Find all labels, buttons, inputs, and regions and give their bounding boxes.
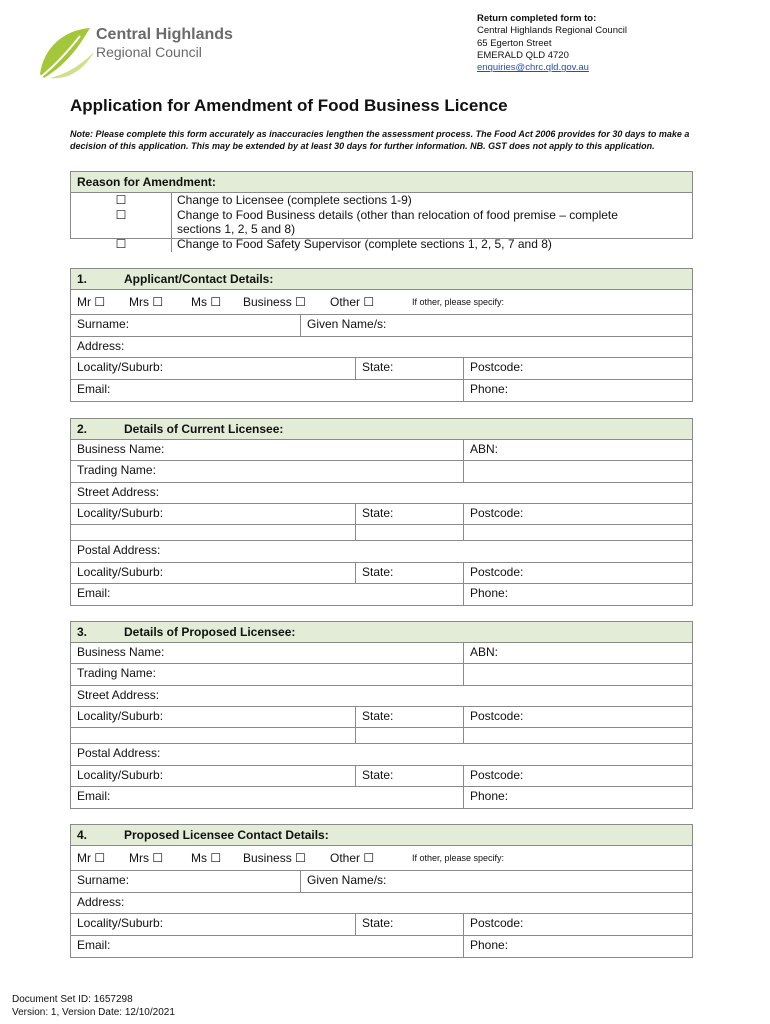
section-title: Details of Current Licensee: <box>124 422 284 436</box>
title-mr-label: Mr <box>77 295 91 309</box>
postal-postcode-field[interactable]: Postcode: <box>463 563 692 583</box>
section-number: 3. <box>77 625 88 639</box>
given-names-field[interactable]: Given Name/s: <box>300 871 692 892</box>
title-ms-label: Ms <box>191 851 207 865</box>
locality-field[interactable]: Locality/Suburb: <box>77 916 164 930</box>
trading-name-field[interactable]: Trading Name: <box>77 463 156 477</box>
title-mrs-label: Mrs <box>129 295 149 309</box>
reason-checkbox-supervisor[interactable]: ☐ <box>115 237 127 251</box>
postcode-field[interactable]: Postcode: <box>463 914 692 935</box>
document-footer <box>12 993 175 1019</box>
other-specify-label: If other, please specify: <box>412 853 505 863</box>
title-business-checkbox[interactable]: ☐ <box>295 295 306 309</box>
reason-option-business: Change to Food Business details (other than relocation of food premise – complete <box>177 208 618 222</box>
email-field[interactable]: Email: <box>77 938 111 952</box>
section-1-applicant <box>70 268 693 402</box>
section-4-proposed-contact <box>70 824 693 958</box>
section-title: Proposed Licensee Contact Details: <box>124 828 329 842</box>
title-mr-label: Mr <box>77 851 91 865</box>
other-specify-label: If other, please specify: <box>412 297 505 307</box>
email-field[interactable]: Email: <box>77 789 111 803</box>
surname-field[interactable]: Surname: <box>77 317 130 331</box>
reason-section <box>70 171 693 251</box>
postal-locality-field[interactable]: Locality/Suburb: <box>77 565 164 579</box>
logo-subname: Regional Council <box>96 44 202 60</box>
reason-option-business-cont: sections 1, 2, 5 and 8) <box>177 222 296 236</box>
reason-checkbox-business[interactable]: ☐ <box>115 208 127 222</box>
section-number: 4. <box>77 828 88 842</box>
council-logo <box>36 22 256 82</box>
logo-leaf-icon <box>36 22 96 82</box>
state-field[interactable]: State: <box>355 707 463 727</box>
section-number: 1. <box>77 272 88 286</box>
locality-field[interactable]: Locality/Suburb: <box>77 506 164 520</box>
reason-header <box>71 172 692 193</box>
trading-name-field[interactable]: Trading Name: <box>77 666 156 680</box>
return-line: EMERALD QLD 4720 <box>477 49 569 61</box>
address-field[interactable]: Address: <box>77 895 125 909</box>
section-number: 2. <box>77 422 88 436</box>
title-ms-checkbox[interactable]: ☐ <box>210 851 222 865</box>
title-business-label: Business <box>243 295 292 309</box>
return-address-block <box>477 13 627 74</box>
return-heading: Return completed form to: <box>477 13 597 24</box>
logo-name: Central Highlands <box>96 26 233 43</box>
postcode-field[interactable]: Postcode: <box>463 707 692 727</box>
title-other-checkbox[interactable]: ☐ <box>363 851 375 865</box>
title-business-label: Business <box>243 851 292 865</box>
reason-option-licensee: Change to Licensee (complete sections 1-9) <box>177 193 412 207</box>
abn-field[interactable]: ABN: <box>463 440 692 460</box>
section-2-current-licensee <box>70 418 693 606</box>
surname-field[interactable]: Surname: <box>77 873 130 887</box>
address-field[interactable]: Address: <box>77 339 125 353</box>
postal-postcode-field[interactable]: Postcode: <box>463 766 692 786</box>
postal-address-field[interactable]: Postal Address: <box>77 746 161 760</box>
version-info: Version: 1, Version Date: 12/10/2021 <box>12 1007 175 1018</box>
reason-header-label: Reason for Amendment: <box>77 175 216 189</box>
postcode-field[interactable]: Postcode: <box>463 504 692 524</box>
form-title: Application for Amendment of Food Business Licence <box>70 96 508 115</box>
form-note: Note: Please complete this form accurately as inaccuracies lengthen the assessment process. The Food Act 2006 provides for 30 days to make a decision of this application. This may be extended by at least 30 days for further information. NB. GST does not apply to this application. <box>70 129 690 152</box>
postal-state-field[interactable]: State: <box>355 563 463 583</box>
postal-address-field[interactable]: Postal Address: <box>77 543 161 557</box>
return-line: 65 Egerton Street <box>477 37 552 49</box>
title-mrs-checkbox[interactable]: ☐ <box>152 295 164 309</box>
abn-field[interactable]: ABN: <box>463 643 692 663</box>
phone-field[interactable]: Phone: <box>463 787 692 808</box>
section-header <box>71 825 692 846</box>
title-mr-checkbox[interactable]: ☐ <box>94 851 106 865</box>
title-mrs-checkbox[interactable]: ☐ <box>152 851 164 865</box>
email-field[interactable]: Email: <box>77 382 111 396</box>
section-title: Applicant/Contact Details: <box>124 272 274 286</box>
postal-locality-field[interactable]: Locality/Suburb: <box>77 768 164 782</box>
postal-state-field[interactable]: State: <box>355 766 463 786</box>
phone-field[interactable]: Phone: <box>463 584 692 605</box>
title-ms-checkbox[interactable]: ☐ <box>210 295 222 309</box>
section-3-proposed-licensee <box>70 621 693 809</box>
return-email-link[interactable]: enquiries@chrc.qld.gov.au <box>477 62 589 74</box>
street-address-field[interactable]: Street Address: <box>77 485 160 499</box>
section-header <box>71 269 692 290</box>
postcode-field[interactable]: Postcode: <box>463 358 692 379</box>
given-names-field[interactable]: Given Name/s: <box>300 315 692 336</box>
business-name-field[interactable]: Business Name: <box>77 442 165 456</box>
locality-field[interactable]: Locality/Suburb: <box>77 709 164 723</box>
phone-field[interactable]: Phone: <box>463 936 692 957</box>
section-header <box>71 622 692 643</box>
locality-field[interactable]: Locality/Suburb: <box>77 360 164 374</box>
title-mrs-label: Mrs <box>129 851 149 865</box>
title-mr-checkbox[interactable]: ☐ <box>94 295 106 309</box>
title-other-label: Other <box>330 295 361 309</box>
street-address-field[interactable]: Street Address: <box>77 688 160 702</box>
section-header <box>71 419 692 440</box>
reason-checkbox-licensee[interactable]: ☐ <box>115 193 127 207</box>
section-title: Details of Proposed Licensee: <box>124 625 296 639</box>
title-business-checkbox[interactable]: ☐ <box>295 851 306 865</box>
phone-field[interactable]: Phone: <box>463 380 692 401</box>
business-name-field[interactable]: Business Name: <box>77 645 165 659</box>
state-field[interactable]: State: <box>355 914 463 935</box>
title-other-checkbox[interactable]: ☐ <box>363 295 375 309</box>
state-field[interactable]: State: <box>355 358 463 379</box>
title-ms-label: Ms <box>191 295 207 309</box>
state-field[interactable]: State: <box>355 504 463 524</box>
title-other-label: Other <box>330 851 361 865</box>
reason-option-supervisor: Change to Food Safety Supervisor (complete sections 1, 2, 5, 7 and 8) <box>177 237 552 251</box>
return-line: Central Highlands Regional Council <box>477 25 627 37</box>
document-set-id: Document Set ID: 1657298 <box>12 994 133 1005</box>
email-field[interactable]: Email: <box>77 586 111 600</box>
